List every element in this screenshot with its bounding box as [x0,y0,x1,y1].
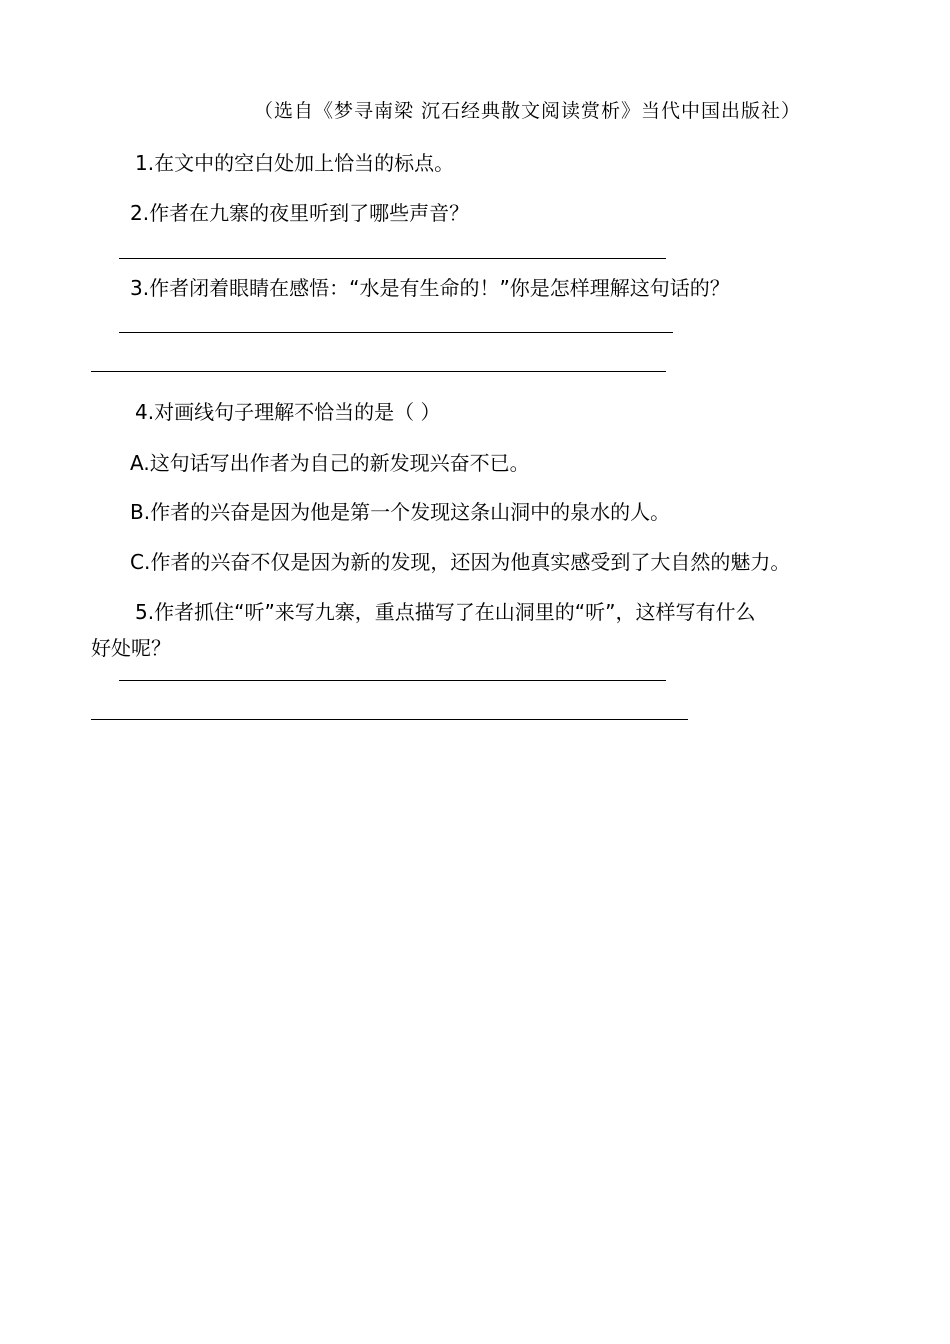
answer-line-q3-1[interactable] [119,332,673,333]
answer-line-q5-1[interactable] [119,680,666,681]
option-b[interactable]: B.作者的兴奋是因为他是第一个发现这条山洞中的泉水的人。 [130,500,671,524]
answer-line-q5-2[interactable] [91,719,688,720]
option-c[interactable]: C.作者的兴奋不仅是因为新的发现，还因为他真实感受到了大自然的魅力。 [130,550,791,574]
source-citation: （选自《梦寻南梁 沉石经典散文阅读赏析》当代中国出版社） [254,100,802,122]
answer-line-q3-2[interactable] [91,371,666,372]
question-5-line-2: 好处呢？ [91,636,171,660]
question-3: 3.作者闭着眼睛在感悟：“水是有生命的！”你是怎样理解这句话的？ [130,276,730,300]
answer-line-q2[interactable] [119,258,666,259]
question-1: 1.在文中的空白处加上恰当的标点。 [135,151,455,175]
question-5-line-1: 5.作者抓住“听”来写九寨，重点描写了在山洞里的“听”，这样写有什么 [135,600,756,624]
question-4: 4.对画线句子理解不恰当的是（ ） [135,400,441,424]
option-a[interactable]: A.这句话写出作者为自己的新发现兴奋不已。 [130,451,530,475]
question-2: 2.作者在九寨的夜里听到了哪些声音？ [130,201,470,225]
